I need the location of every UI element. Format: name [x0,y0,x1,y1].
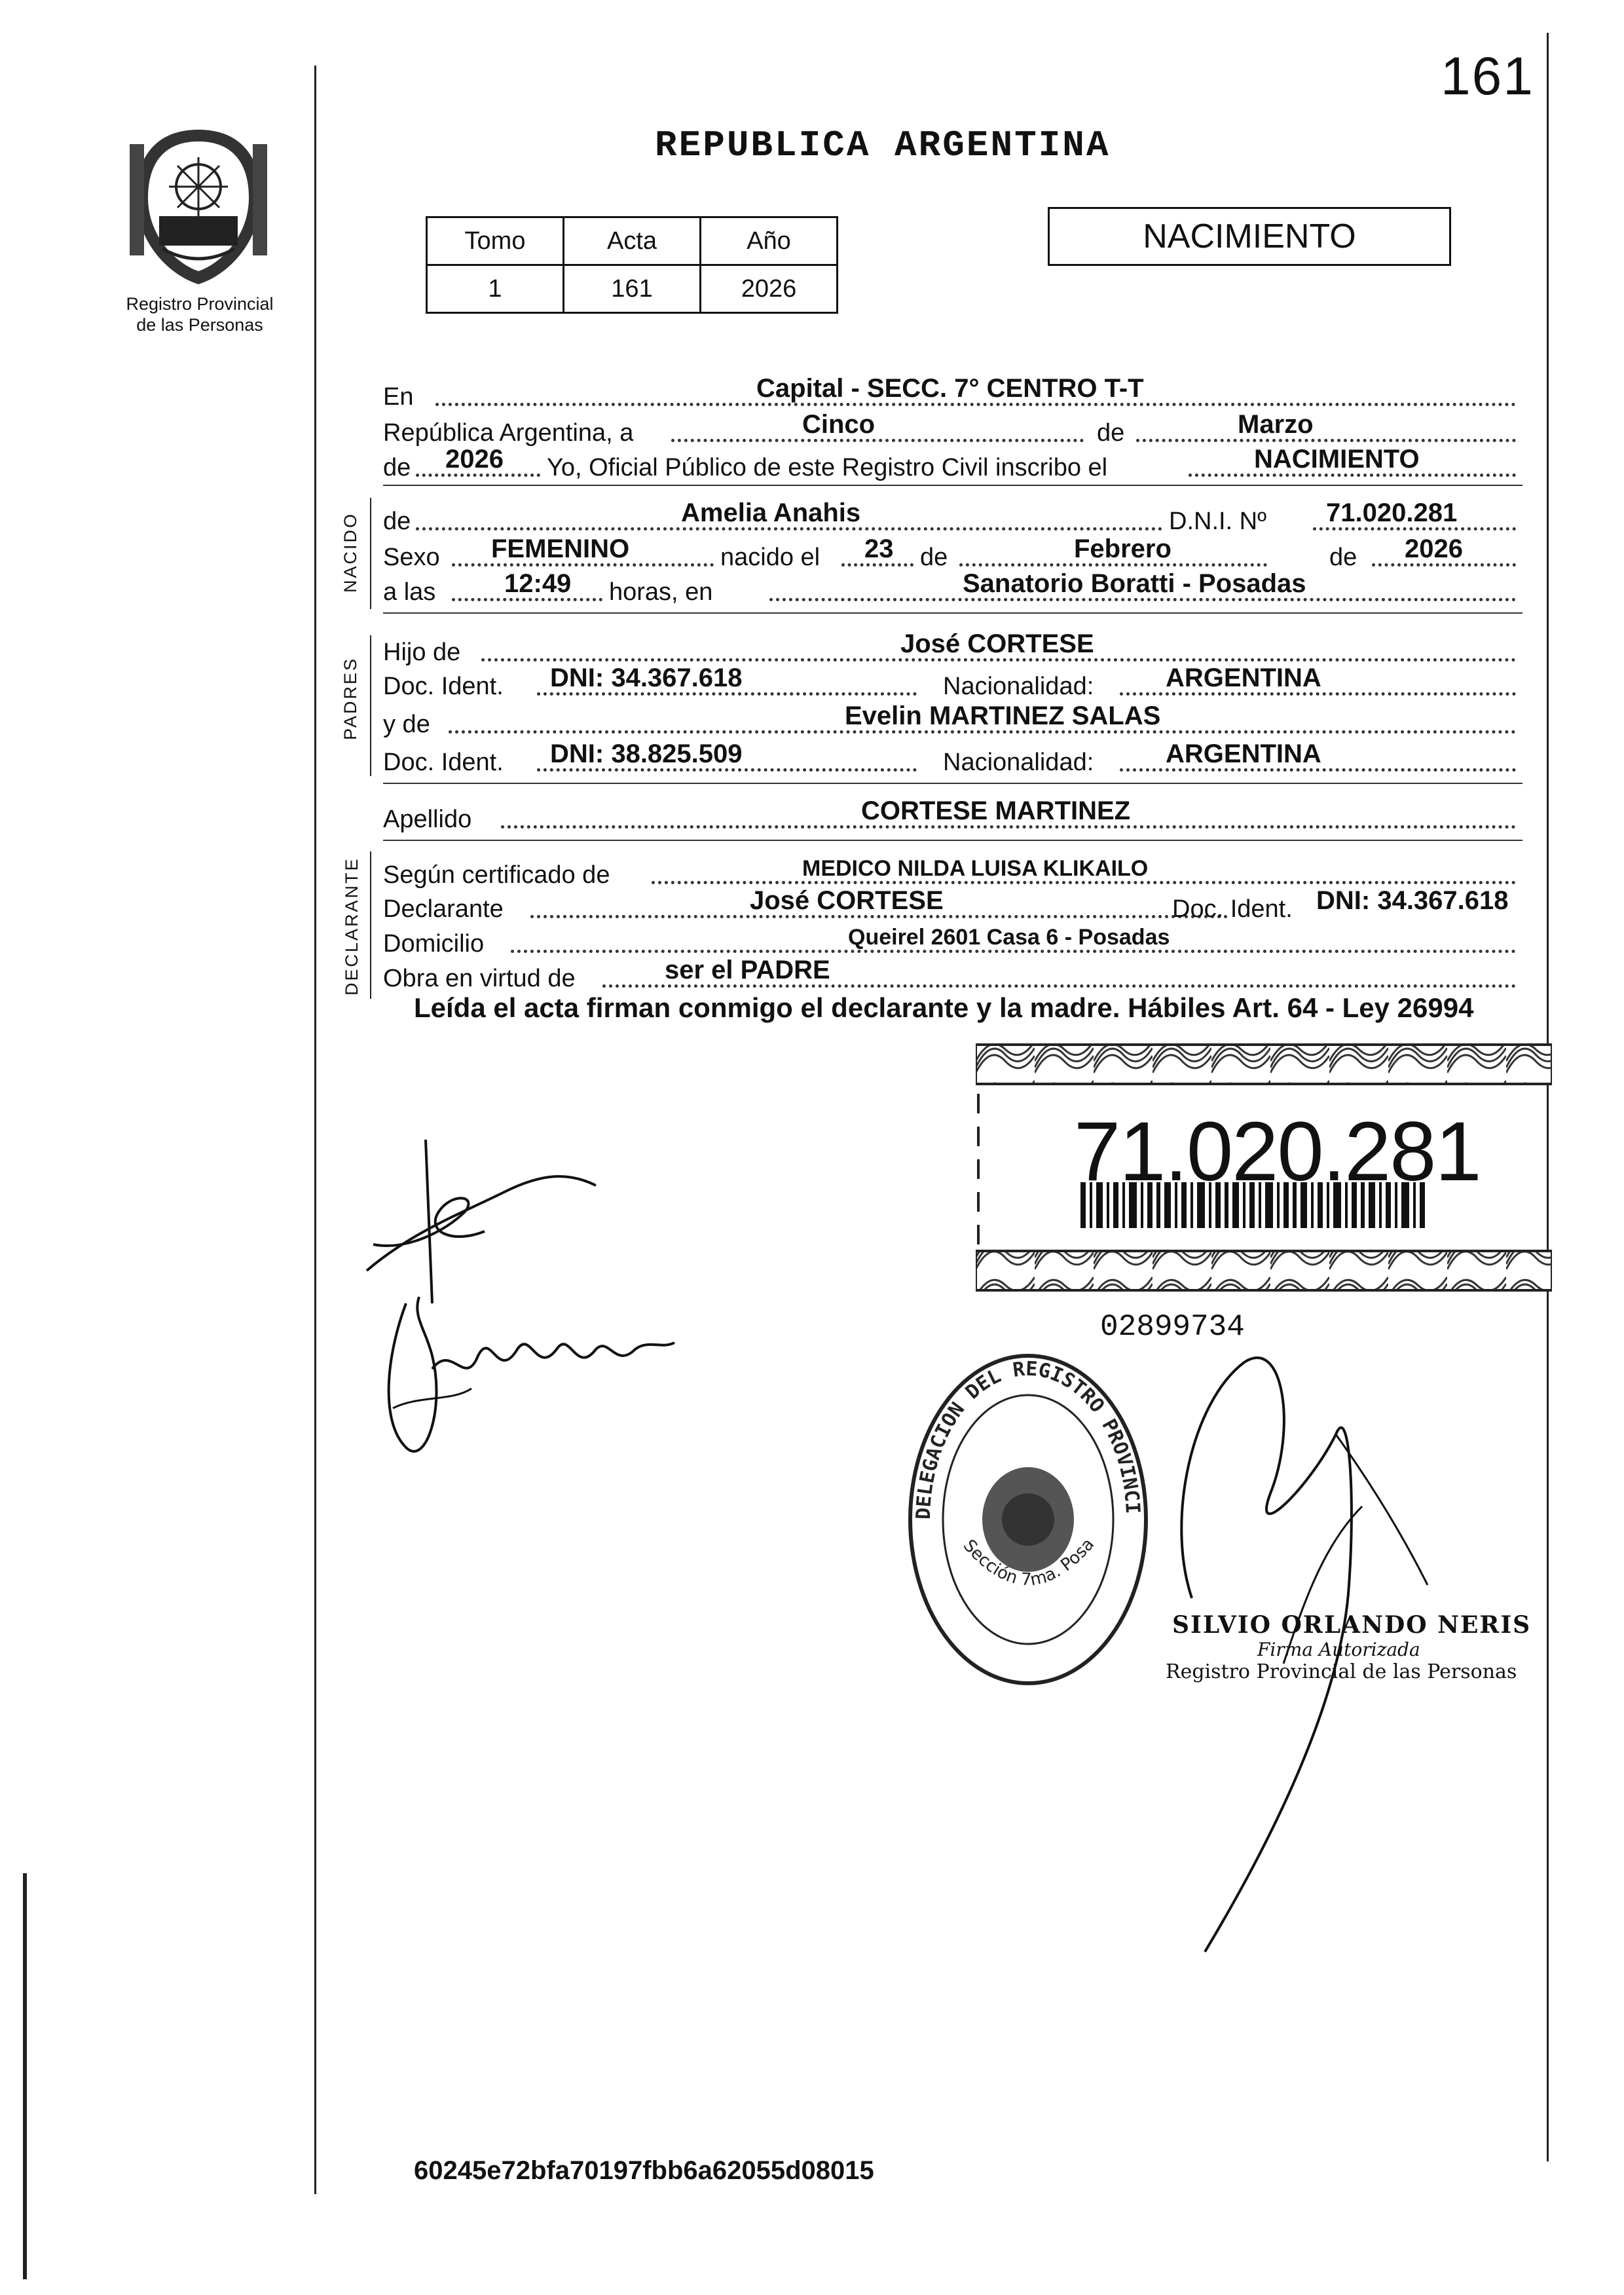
seal-caption-line-1: Registro Provincial [126,294,274,314]
separator [383,783,1522,784]
seal-caption [98,293,301,335]
nacido-nombre: Amelia Anahis [681,498,861,527]
hijo-de-label: Hijo de [383,639,461,666]
declarante-label: Declarante [383,895,504,923]
section-bracket [370,498,371,609]
de-label: de [920,544,948,571]
closing-text: Leída el acta firman conmigo el declarante y la madre. Hábiles Art. 64 - Ley 26994 [414,992,1474,1023]
doc-ident-label: Doc. Ident. [383,673,504,700]
separator [383,485,1522,486]
apellido-label: Apellido [383,806,472,833]
line-nombre [383,498,1522,537]
section-label-declarante: DECLARANTE [342,857,361,996]
dotted-leader [671,439,1084,442]
nacido-dia: 23 [864,534,894,563]
padre-doc: DNI: 34.367.618 [550,663,743,692]
line-republica [383,409,1522,449]
anio-value: 2026 [445,445,504,474]
mother-signature [367,1277,681,1474]
scan-edge-mark [23,1873,27,2279]
mes-value: Marzo [1238,410,1314,439]
separator [383,840,1522,841]
republica-label: República Argentina, a [383,419,634,447]
acta-header: Acta [564,217,701,265]
obra-value: ser el PADRE [665,956,830,984]
nacionalidad-label: Nacionalidad: [943,749,1094,776]
certificado-value: MEDICO NILDA LUISA KLIKAILO [802,856,1149,881]
id-label-number: 71.020.281 [1074,1105,1481,1199]
official-office: Registro Provincial de las Personas [1166,1660,1517,1683]
nacionalidad-label: Nacionalidad: [943,673,1094,700]
seal-caption-line-2: de las Personas [136,315,263,335]
country-title: REPUBLICA ARGENTINA [655,124,1111,166]
line-padre-doc [383,663,1522,702]
document-hash: 60245e72bfa70197fbb6a62055d08015 [414,2156,874,2185]
anio-header: Año [701,217,838,265]
madre-nombre: Evelin MARTINEZ SALAS [845,701,1161,730]
padre-nombre: José CORTESE [900,629,1094,658]
en-value: Capital - SECC. 7° CENTRO T-T [756,374,1144,403]
stamp-inner-text: Sección 7ma. Posa [959,1535,1099,1590]
section-label-padres: PADRES [341,656,360,740]
a-las-label: a las [383,578,436,606]
official-signature [1153,1323,1480,1965]
sexo-label: Sexo [383,544,440,571]
record-reference-table [426,216,838,314]
line-en [383,373,1522,413]
line-domicilio [383,920,1522,960]
de-label: de [383,508,411,535]
lugar-value: Sanatorio Boratti - Posadas [963,569,1306,598]
inscribe-value: NACIMIENTO [1254,445,1420,474]
dotted-leader [1136,439,1516,442]
line-declarante [383,886,1522,925]
line-apellido [383,796,1522,835]
sexo-value: FEMENINO [491,534,630,563]
left-margin-rule [314,65,316,2194]
nacido-anio: 2026 [1405,534,1463,563]
line-sexo [383,534,1522,573]
padre-nacionalidad: ARGENTINA [1166,663,1321,692]
en-label: En [383,383,414,411]
madre-doc: DNI: 38.825.509 [550,739,743,768]
line-certificado [383,851,1522,891]
de-label: de [383,454,411,481]
de-label: de [1329,544,1357,571]
line-madre-doc [383,739,1522,778]
madre-nacionalidad: ARGENTINA [1166,739,1321,768]
section-bracket [370,851,371,999]
serial-number: 02899734 [1100,1310,1245,1344]
dia-value: Cinco [802,410,876,439]
oficial-text: Yo, Oficial Público de este Registro Civil inscribo el [547,454,1108,481]
official-role: Firma Autorizada [1257,1639,1420,1660]
de-label: de [1097,419,1125,447]
line-anio [383,444,1522,483]
apellido-value: CORTESE MARTINEZ [861,796,1131,825]
tomo-value: 1 [427,265,564,313]
nacido-mes: Febrero [1074,534,1172,563]
separator [383,612,1522,614]
doc-ident-label: Doc. Ident. [383,749,504,776]
official-name: SILVIO ORLANDO NERIS [1172,1611,1532,1639]
domicilio-label: Domicilio [383,930,485,958]
line-hora [383,569,1522,608]
registry-stamp [904,1349,1153,1690]
dni-label: D.N.I. Nº [1169,508,1266,535]
obra-label: Obra en virtud de [383,965,576,992]
acta-value: 161 [564,265,701,313]
record-type-box: NACIMIENTO [1048,207,1451,266]
y-de-label: y de [383,711,430,738]
domicilio-value: Queirel 2601 Casa 6 - Posadas [848,925,1170,950]
nacido-el-label: nacido el [720,544,821,571]
line-padre [383,629,1522,668]
declarante-doc: DNI: 34.367.618 [1316,886,1509,915]
provincial-seal-icon [117,124,280,288]
page-number: 161 [1441,47,1534,106]
horas-en-label: horas, en [609,578,713,606]
hora-value: 12:49 [504,569,572,598]
anio-value: 2026 [701,265,838,313]
nacido-dni: 71.020.281 [1326,498,1458,527]
stamp-ring-text: DELEGACION DEL REGISTRO PROVINCI [912,1357,1144,1520]
tomo-header: Tomo [427,217,564,265]
declarante-nombre: José CORTESE [750,886,944,915]
line-madre [383,701,1522,740]
section-label-nacido: NACIDO [341,512,360,593]
certificado-label: Según certificado de [383,861,610,889]
doc-ident-label: Doc. Ident. [1172,895,1293,923]
section-bracket [370,635,371,776]
